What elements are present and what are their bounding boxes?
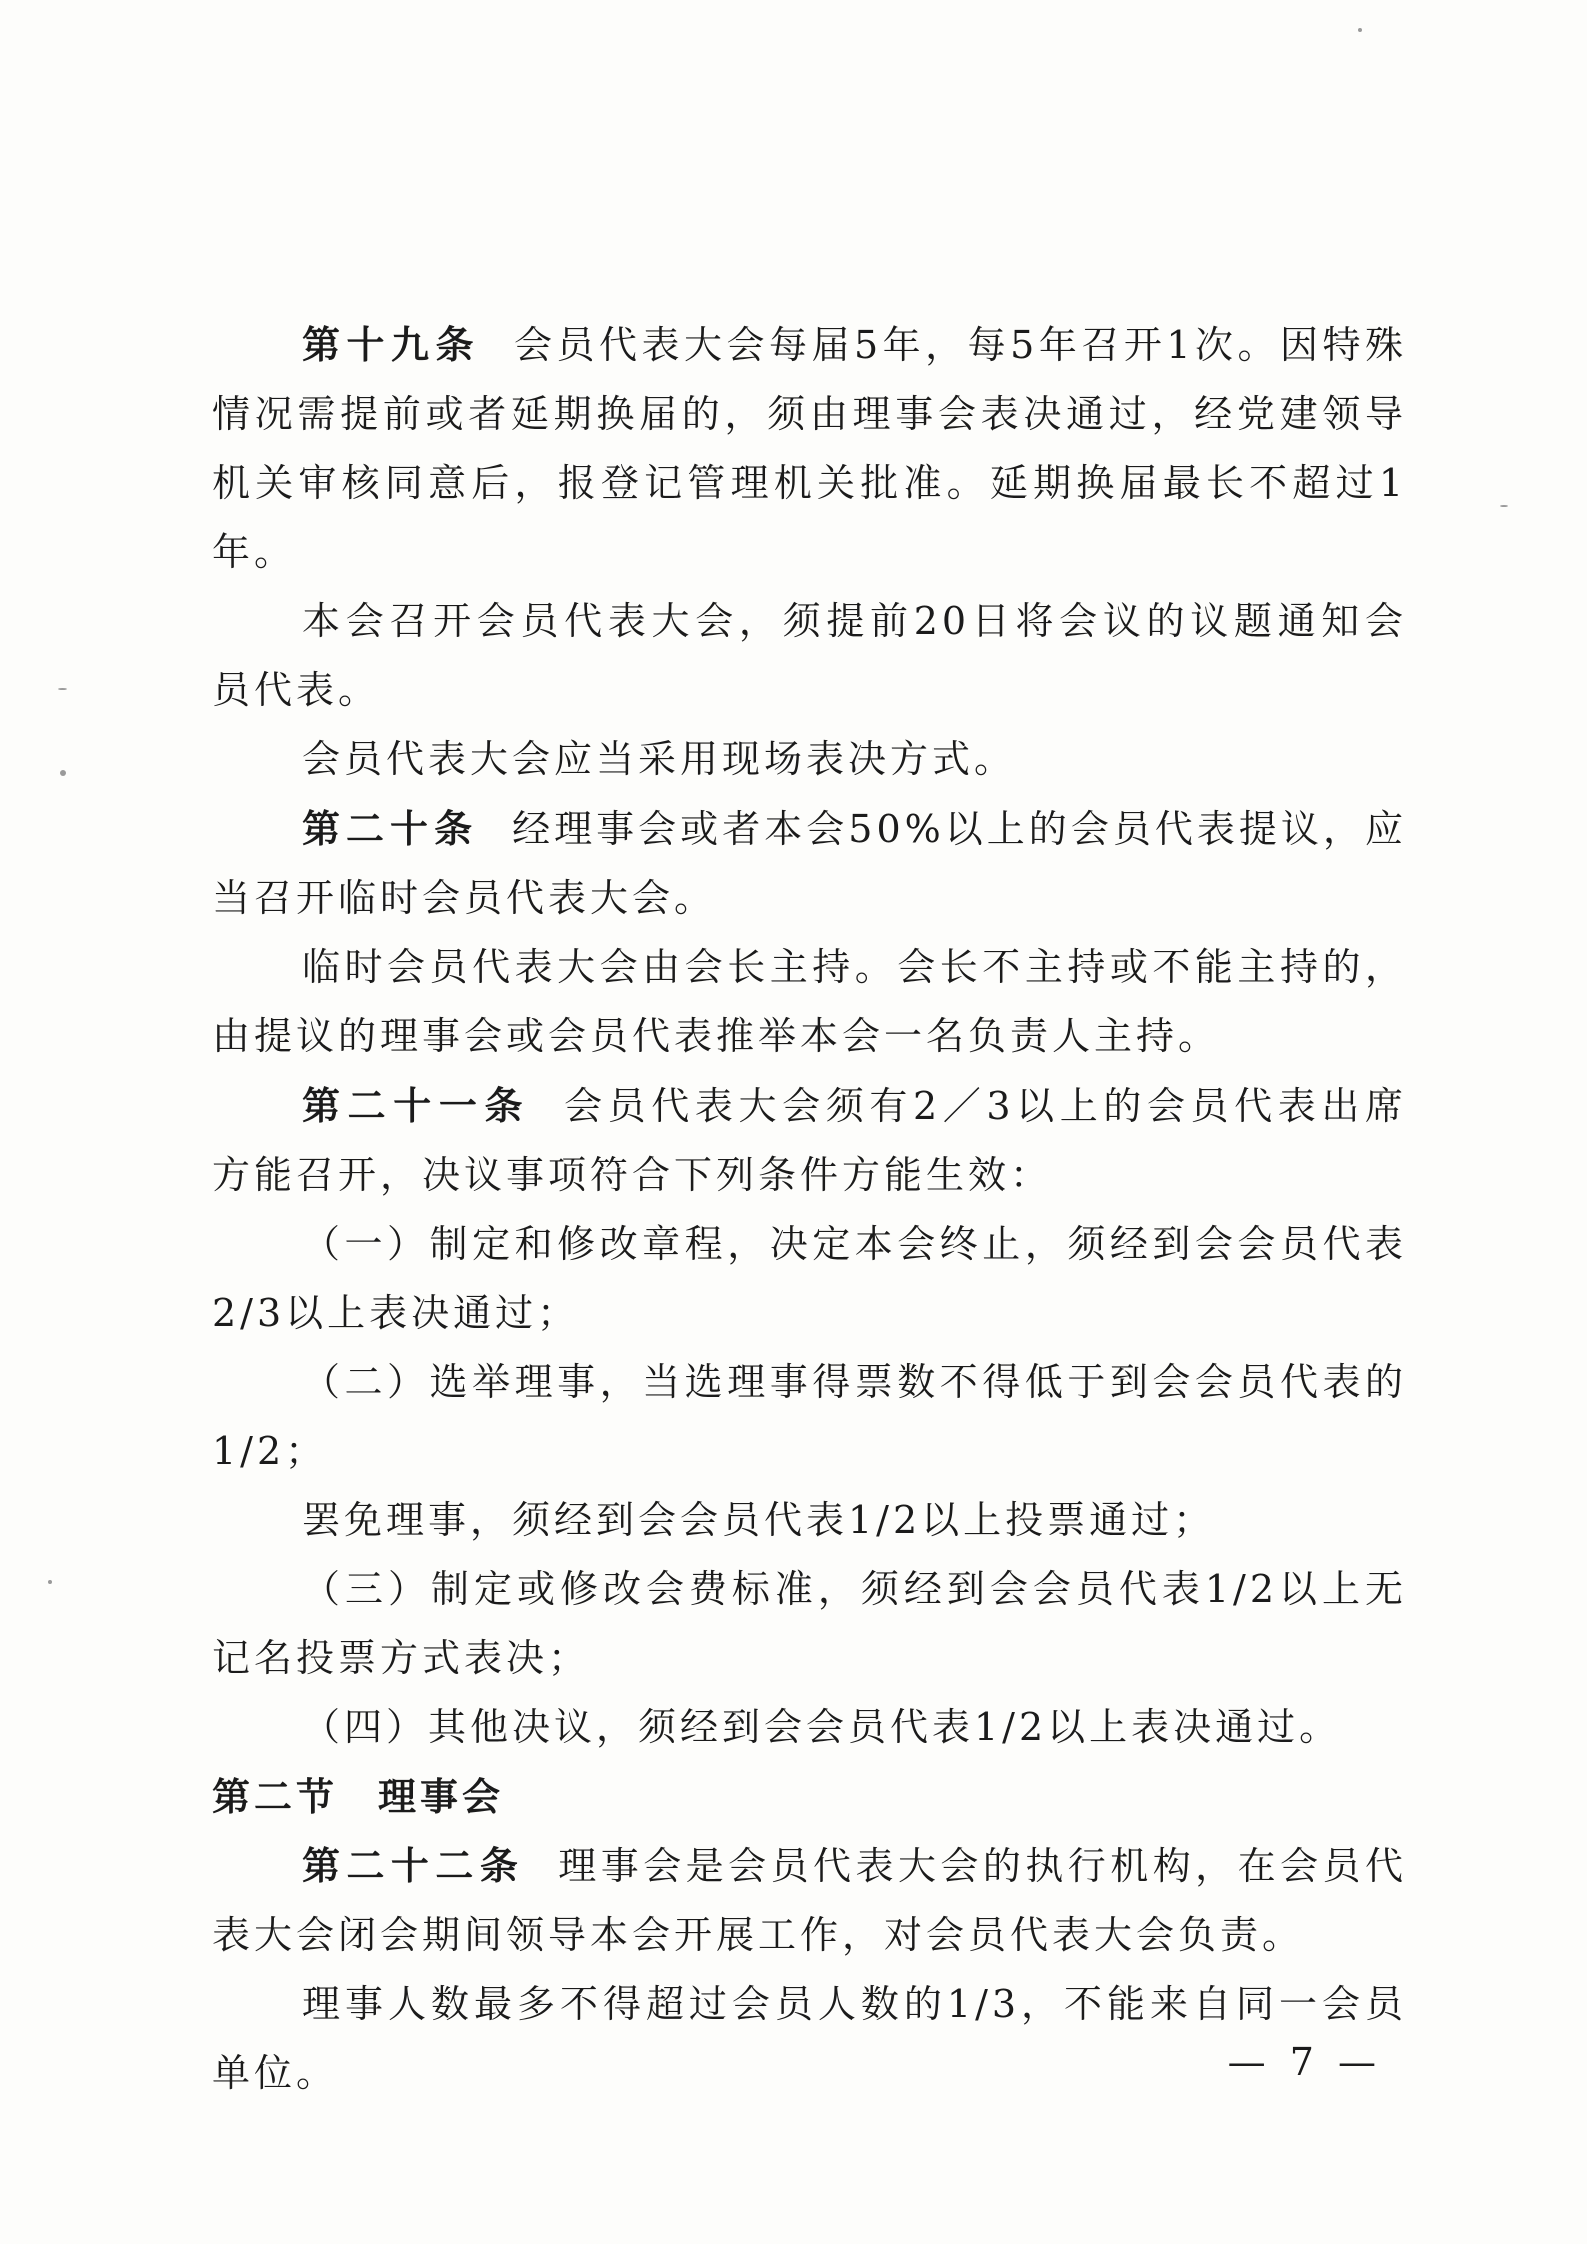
paragraph: 罢免理事，须经到会会员代表1/2以上投票通过； [302,1498,1216,1542]
article-heading: 第二十一条 [302,1083,531,1128]
list-item: （四）其他决议，须经到会会员代表1/2以上表决通过。 [302,1705,1342,1749]
article-text: 经理事会或者本会50%以上的会员代表提议，应当召开临时会员代表大会。 [212,807,1407,920]
list-item: （三）制定或修改会费标准，须经到会会员代表1/2以上无记名投票方式表决； [212,1567,1407,1680]
paragraph: 理事人数最多不得超过会员人数的1/3，不能来自同一会员单位。 [212,1982,1407,2095]
article-text: 会员代表大会须有2／3以上的会员代表出席方能召开，决议事项符合下列条件方能生效： [212,1084,1407,1197]
section-heading [212,1762,1407,1831]
page-number: — 7 — [1227,2040,1382,2084]
scan-speck [60,770,66,776]
section-number: 第二节 [212,1774,339,1819]
article-heading: 第二十条 [302,806,479,851]
paragraph: 会员代表大会应当采用现场表决方式。 [302,737,1017,781]
article-text: 理事会是会员代表大会的执行机构，在会员代表大会闭会期间领导本会开展工作，对会员代表大会负责。 [212,1844,1407,1957]
paragraph: 本会召开会员代表大会，须提前20日将会议的议题通知会员代表。 [212,599,1407,712]
scan-speck [1500,505,1508,507]
scan-speck [58,688,67,690]
article-text: 会员代表大会每届5年，每5年召开1次。因特殊情况需提前或者延期换届的，须由理事会表决通过，经党建领导机关审核同意后，报登记管理机关批准。延期换届最长不超过1年。 [212,323,1407,574]
scan-speck [1358,28,1362,32]
article-22-paragraph [212,1831,1407,1970]
article-19-paragraph [212,310,1407,587]
list-item: （一）制定和修改章程，决定本会终止，须经到会会员代表2/3以上表决通过； [212,1222,1407,1335]
document-body [212,310,1407,2108]
paragraph: 临时会员代表大会由会长主持。会长不主持或不能主持的，由提议的理事会或会员代表推举本会一名负责人主持。 [212,945,1407,1058]
article-heading: 第十九条 [302,322,480,367]
article-heading: 第二十二条 [302,1843,525,1888]
scan-speck [48,1580,52,1584]
article-20-paragraph [212,794,1407,933]
section-title: 理事会 [378,1774,505,1819]
article-21-paragraph [212,1071,1407,1210]
list-item: （二）选举理事，当选理事得票数不得低于到会会员代表的1/2； [212,1360,1407,1473]
